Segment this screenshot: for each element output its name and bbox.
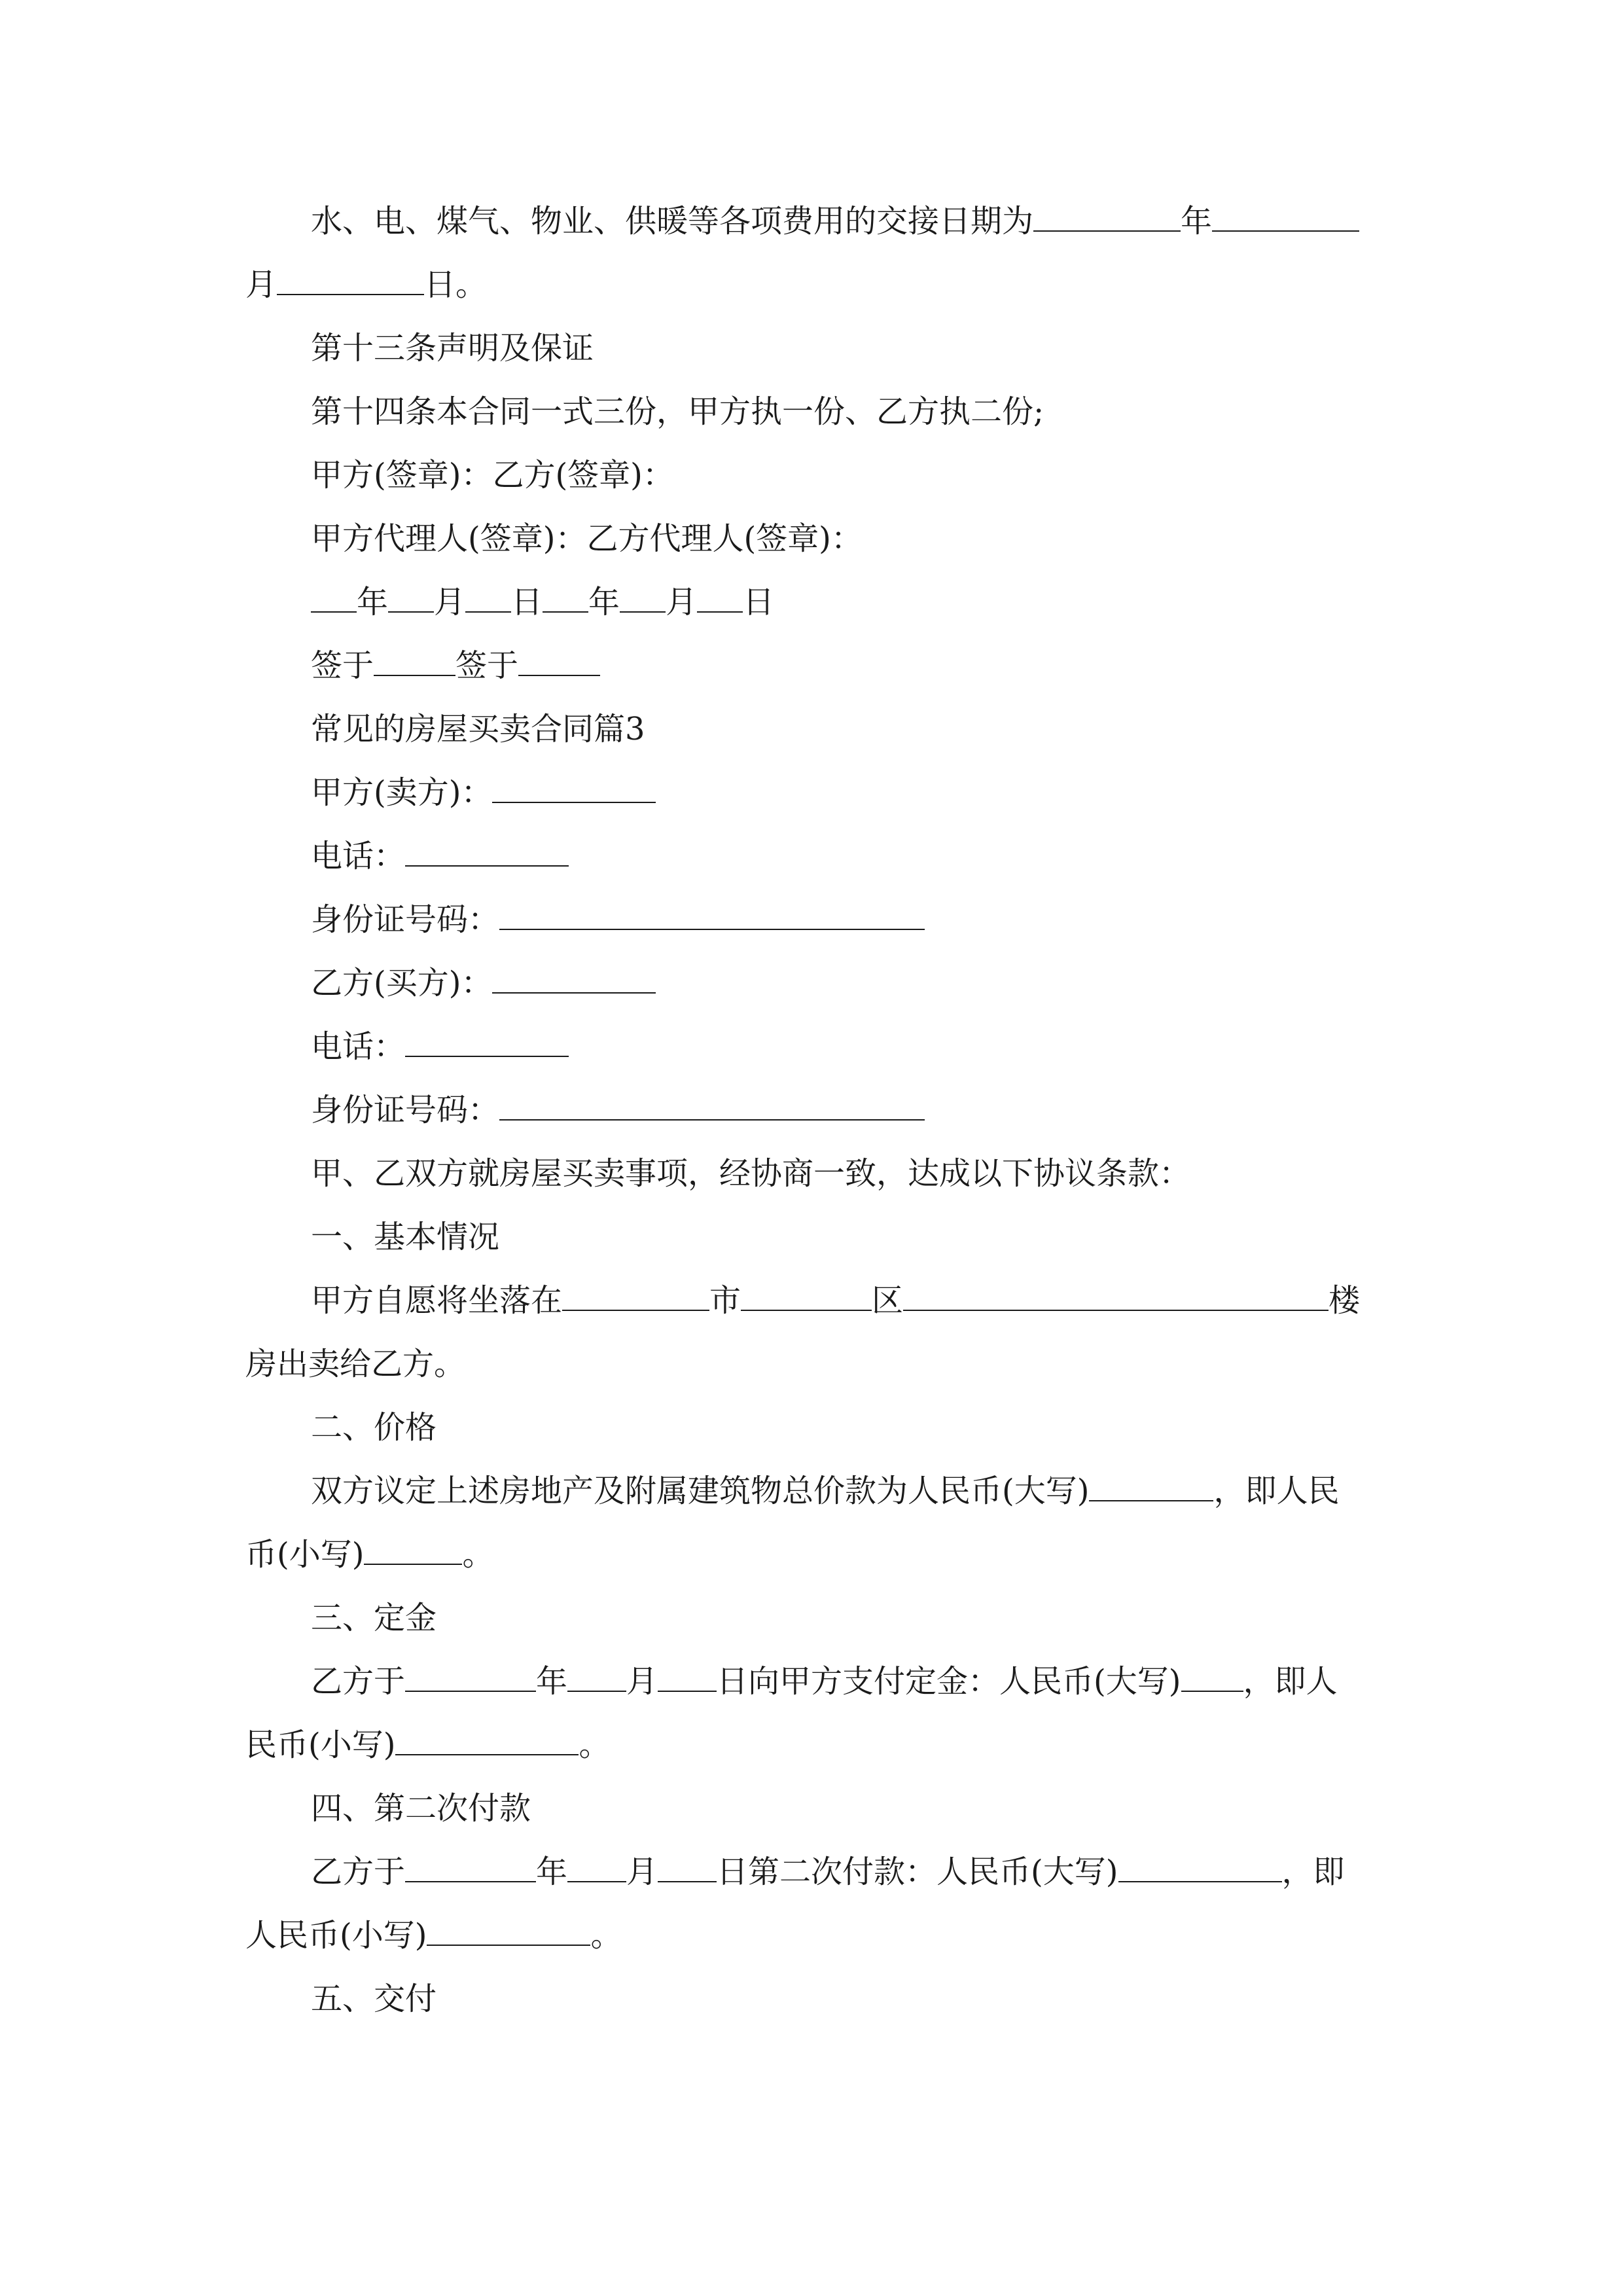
seller-id-line: 身份证号码： bbox=[245, 888, 1378, 952]
signature-date-line: 年 月 日 年 月 日 bbox=[245, 571, 1378, 634]
section-4-heading: 四、第二次付款 bbox=[311, 1790, 531, 1827]
agreement-intro: 甲、乙双方就房屋买卖事项，经协商一致，达成以下协议条款： bbox=[311, 1155, 1191, 1192]
buyer-id-line: 身份证号码： bbox=[245, 1079, 1378, 1142]
line-fee-handover-date-cont: 月 日。 bbox=[245, 266, 488, 303]
article-14-text: 第十四条本合同一式三份，甲方执一份、乙方执二份; bbox=[311, 393, 1044, 430]
seller-name-line: 甲方(卖方)： bbox=[245, 761, 1378, 825]
agent-signature-line: 甲方代理人(签章)：乙方代理人(签章)： bbox=[311, 520, 863, 557]
section-2-heading: 二、价格 bbox=[311, 1409, 437, 1446]
article-13-heading: 第十三条声明及保证 bbox=[311, 330, 594, 367]
deposit-line: 乙方于 年 月 日向甲方支付定金：人民币(大写) ，即人 bbox=[311, 1663, 1338, 1700]
section-heading-contract-3: 常见的房屋买卖合同篇3 bbox=[311, 711, 645, 747]
party-signature-line: 甲方(签章)：乙方(签章)： bbox=[311, 457, 674, 493]
seller-phone-line: 电话： bbox=[245, 825, 1378, 888]
price-line: 双方议定上述房地产及附属建筑物总价款为人民币(大写) ，即人民 bbox=[311, 1473, 1340, 1509]
section-1-heading: 一、基本情况 bbox=[311, 1219, 500, 1255]
section-5-heading: 五、交付 bbox=[311, 1981, 437, 2017]
buyer-name-line: 乙方(买方)： bbox=[245, 952, 1378, 1015]
property-location-line-cont: 房出卖给乙方。 bbox=[245, 1346, 466, 1382]
line-fee-handover-date: 水、电、煤气、物业、供暖等各项费用的交接日期为 年 bbox=[245, 190, 1378, 253]
second-payment-line: 乙方于 年 月 日第二次付款：人民币(大写) ，即 bbox=[311, 1854, 1345, 1890]
price-line-cont: 币(小写) 。 bbox=[245, 1536, 494, 1573]
document-page bbox=[245, 190, 1378, 2031]
deposit-line-cont: 民币(小写) 。 bbox=[245, 1727, 611, 1763]
buyer-phone-line: 电话： bbox=[245, 1015, 1378, 1079]
signed-at-line: 签于 签于 bbox=[245, 634, 1378, 698]
second-payment-line-cont: 人民币(小写) 。 bbox=[245, 1917, 622, 1954]
section-3-heading: 三、定金 bbox=[311, 1600, 437, 1636]
property-location-line: 甲方自愿将坐落在 市 区 楼 bbox=[311, 1282, 1361, 1319]
